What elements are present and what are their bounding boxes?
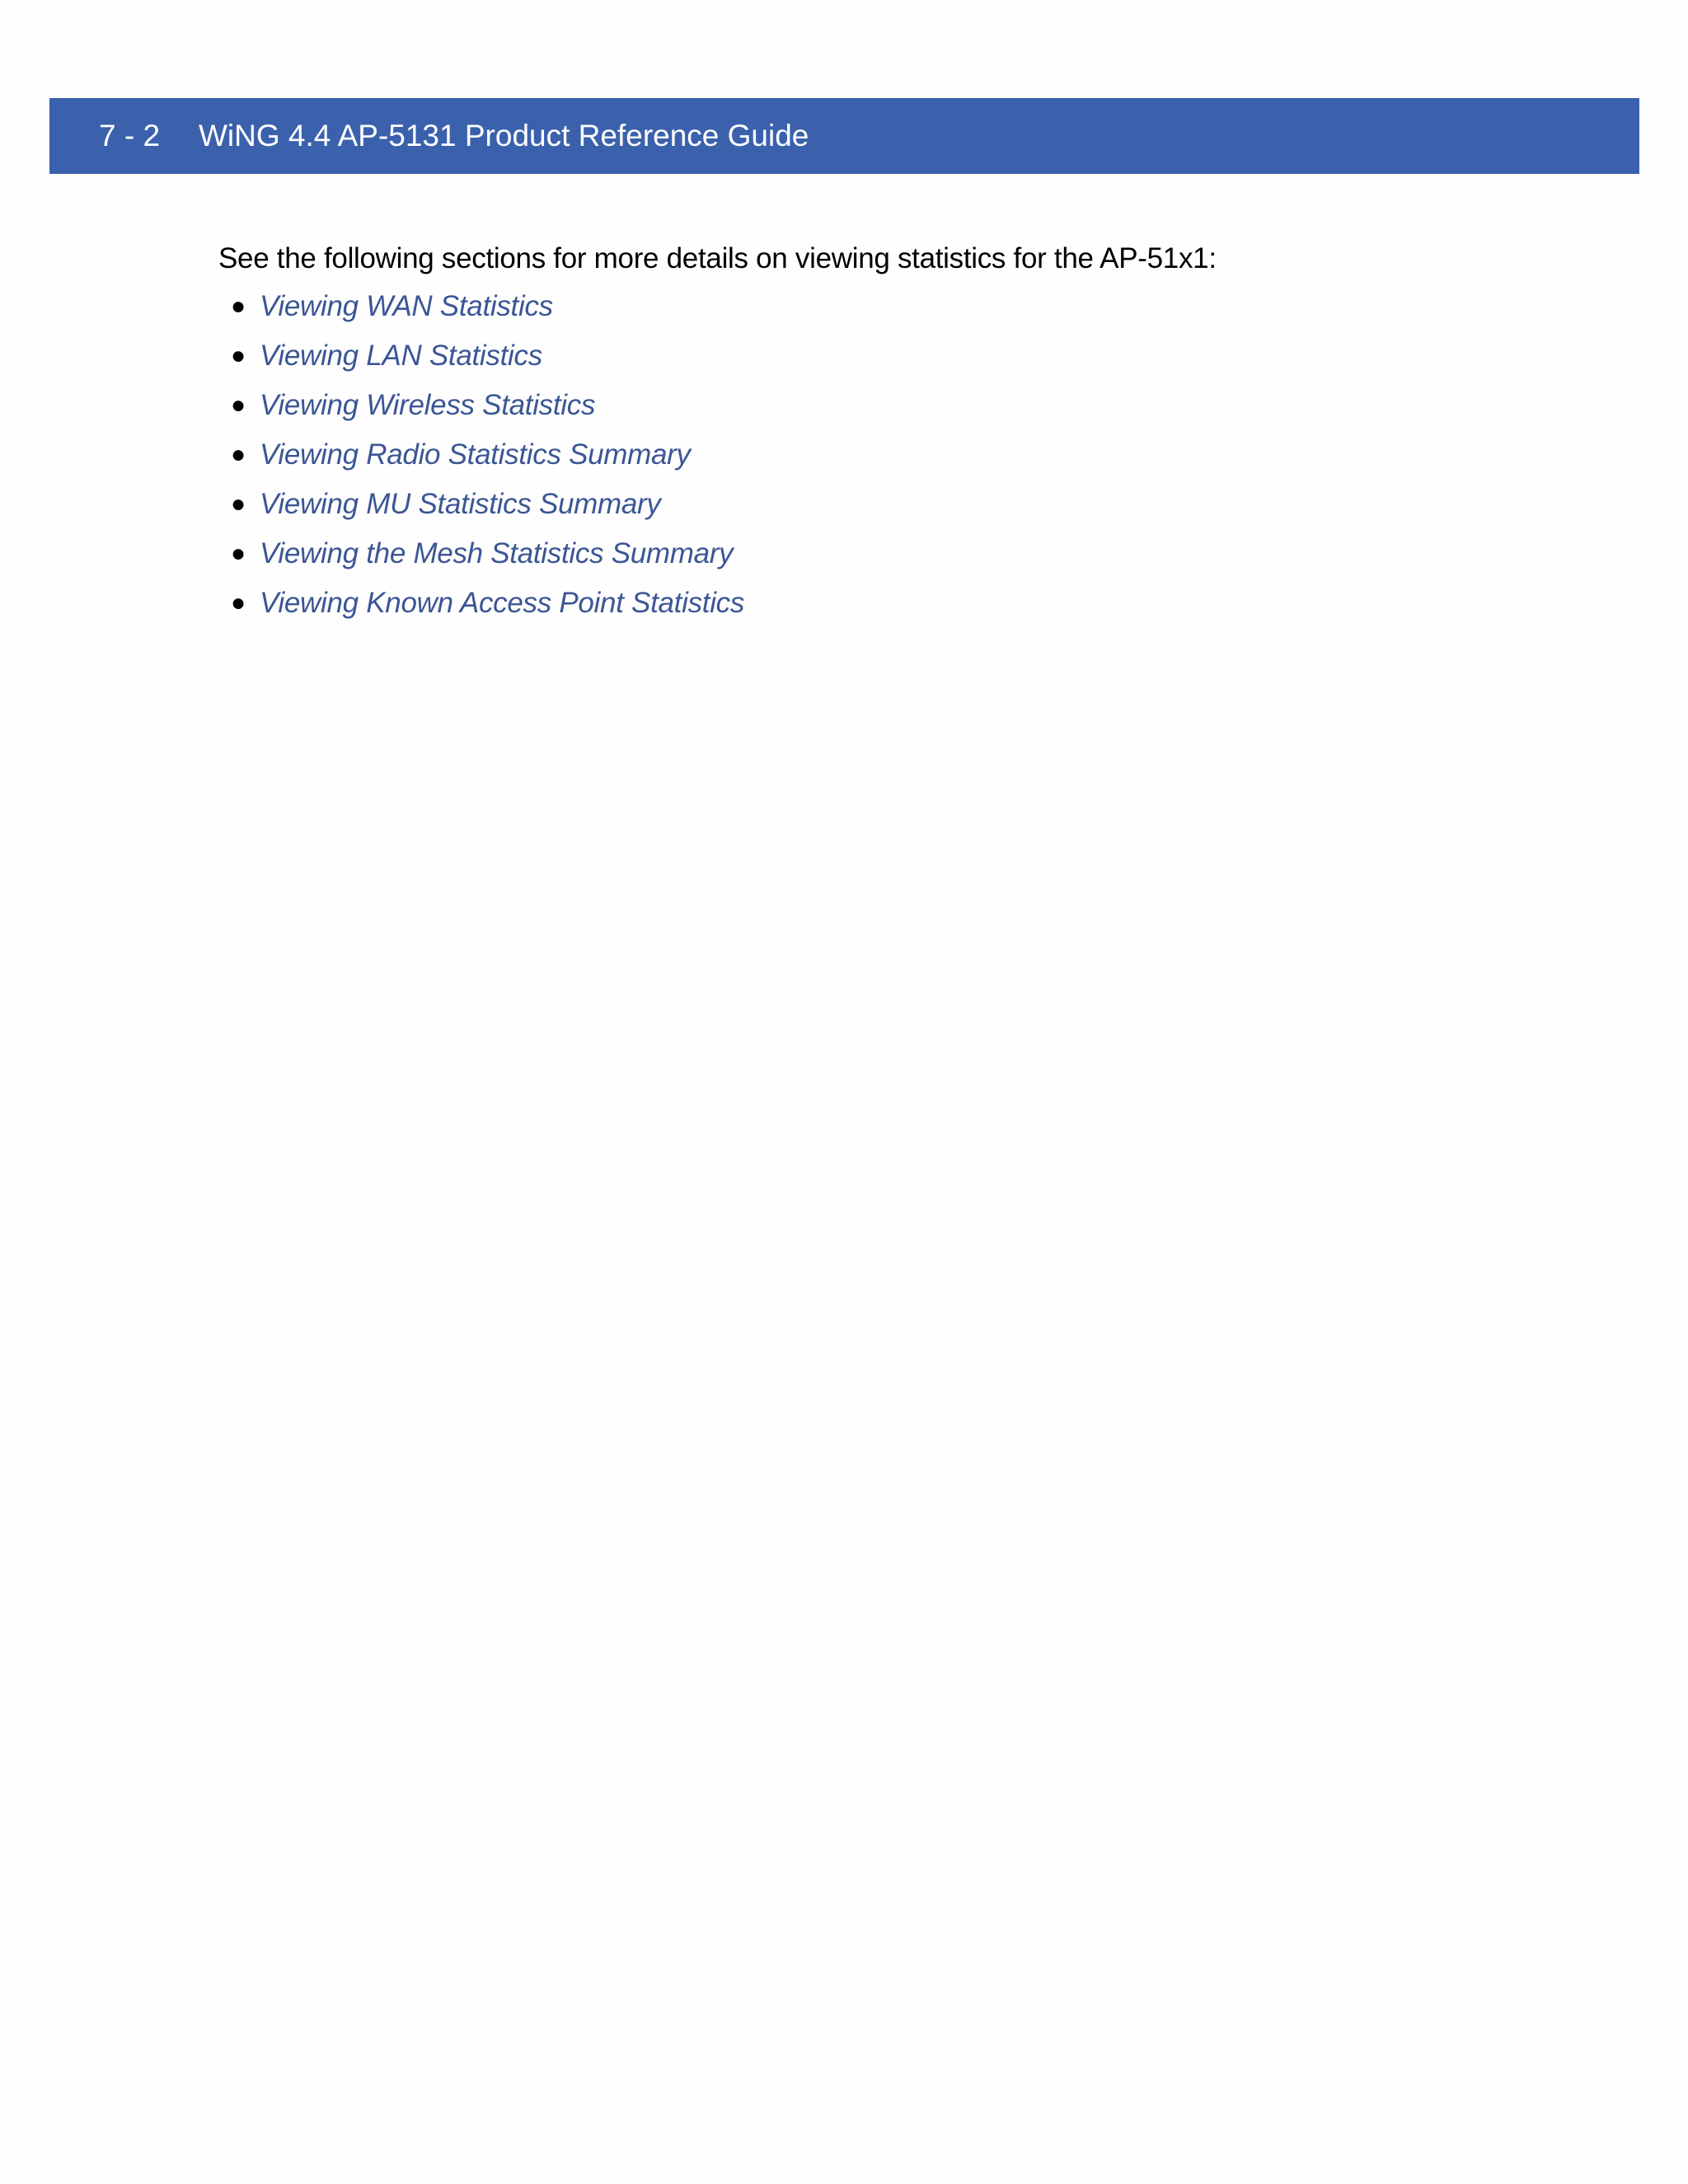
- bullet-icon: ●: [231, 391, 246, 419]
- bullet-icon: ●: [231, 342, 246, 369]
- bullet-icon: ●: [231, 490, 246, 518]
- bullet-icon: ●: [231, 293, 246, 320]
- link-viewing-mesh-statistics-summary[interactable]: Viewing the Mesh Statistics Summary: [260, 537, 734, 569]
- link-viewing-wan-statistics[interactable]: Viewing WAN Statistics: [260, 290, 553, 322]
- link-viewing-lan-statistics[interactable]: Viewing LAN Statistics: [260, 340, 542, 372]
- link-viewing-known-access-point-statistics[interactable]: Viewing Known Access Point Statistics: [260, 587, 745, 619]
- intro-paragraph: See the following sections for more details on viewing statistics for the AP-51x1:: [218, 242, 1217, 274]
- link-viewing-wireless-statistics[interactable]: Viewing Wireless Statistics: [260, 389, 596, 421]
- page-header-bar: [49, 98, 1639, 174]
- link-viewing-mu-statistics-summary[interactable]: Viewing MU Statistics Summary: [260, 488, 661, 520]
- bullet-icon: ●: [231, 540, 246, 567]
- bullet-icon: ●: [231, 589, 246, 616]
- guide-title: WiNG 4.4 AP-5131 Product Reference Guide: [199, 119, 809, 152]
- link-viewing-radio-statistics-summary[interactable]: Viewing Radio Statistics Summary: [260, 438, 691, 471]
- bullet-icon: ●: [231, 441, 246, 468]
- page-number: 7 - 2: [99, 119, 161, 152]
